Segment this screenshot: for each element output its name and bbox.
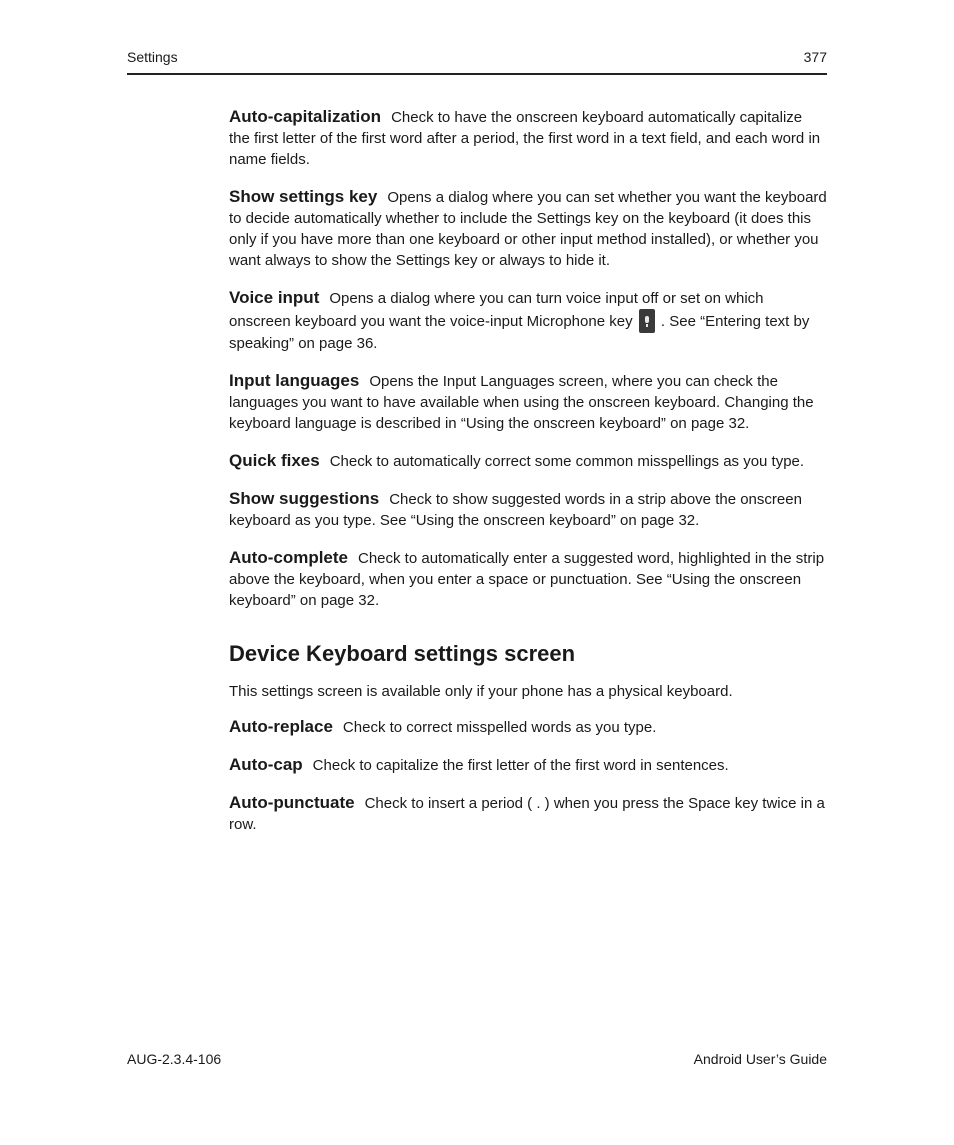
setting-description: Check to automatically correct some common misspellings as you type. xyxy=(329,453,805,470)
setting-description: Check to have the onscreen keyboard automatically capitalize the first letter of the first word after a period, the first word in a text field, and each word in name fields. xyxy=(229,109,821,168)
setting-term: Auto-replace xyxy=(229,717,333,736)
setting-entry-show-suggestions xyxy=(229,488,827,531)
setting-term: Auto-complete xyxy=(229,548,348,567)
setting-entry-quick-fixes xyxy=(229,450,827,472)
setting-description: Check to capitalize the first letter of the first word in sentences. xyxy=(312,757,729,774)
setting-description: Check to automatically enter a suggested word, highlighted in the strip above the keyboard, when you enter a space or punctuation. See “Using the onscreen keyboard” on page 32. xyxy=(229,550,825,609)
section-heading: Device Keyboard settings screen xyxy=(229,641,576,666)
setting-description-continued: . See “Entering text by speaking” on page 36. xyxy=(229,313,810,352)
setting-term: Show suggestions xyxy=(229,489,380,508)
setting-term: Voice input xyxy=(229,288,320,307)
setting-entry-show-settings-key xyxy=(229,186,827,271)
setting-entry-auto-punctuate xyxy=(229,792,827,835)
setting-description: Opens a dialog where you can set whether you want the keyboard to decide automatically whether to include the Settings key on the keyboard (it does this only if you have more than one keyboard or other input method installed), or whether you want always to show the Settings key or always to hide it. xyxy=(229,189,827,269)
setting-term: Auto-punctuate xyxy=(229,793,355,812)
setting-description: Opens the Input Languages screen, where you can check the languages you want to have available when using the onscreen keyboard. Changing the keyboard language is described in “Using the onscreen keyboard” on page 32. xyxy=(229,373,814,432)
setting-term: Auto-cap xyxy=(229,755,303,774)
page-number: 377 xyxy=(803,49,827,65)
section-intro: This settings screen is available only if your phone has a physical keyboard. xyxy=(229,683,733,700)
document-id: AUG-2.3.4-106 xyxy=(127,1051,222,1067)
setting-entry-input-languages xyxy=(229,370,827,434)
setting-term: Input languages xyxy=(229,371,360,390)
setting-description: Check to insert a period ( . ) when you press the Space key twice in a row. xyxy=(229,795,825,833)
setting-description: Opens a dialog where you can turn voice input off or set on which onscreen keyboard you want the voice-input Microphone key xyxy=(229,290,764,330)
setting-entry-voice-input xyxy=(229,287,827,354)
setting-term: Show settings key xyxy=(229,187,378,206)
page-header xyxy=(127,48,827,75)
setting-entry-auto-capitalization xyxy=(229,106,827,170)
setting-entry-auto-replace xyxy=(229,716,827,738)
setting-term: Quick fixes xyxy=(229,451,320,470)
setting-term: Auto-capitalization xyxy=(229,107,382,126)
header-section-title: Settings xyxy=(127,49,178,65)
setting-entry-auto-cap xyxy=(229,754,827,776)
microphone-key-icon xyxy=(639,309,655,333)
page-content xyxy=(229,106,827,851)
document-title: Android User’s Guide xyxy=(693,1051,827,1067)
setting-description: Check to show suggested words in a strip above the onscreen keyboard as you type. See “Using the onscreen keyboard” on page 32. xyxy=(229,491,802,529)
setting-description: Check to correct misspelled words as you type. xyxy=(342,719,657,736)
setting-entry-auto-complete xyxy=(229,547,827,611)
